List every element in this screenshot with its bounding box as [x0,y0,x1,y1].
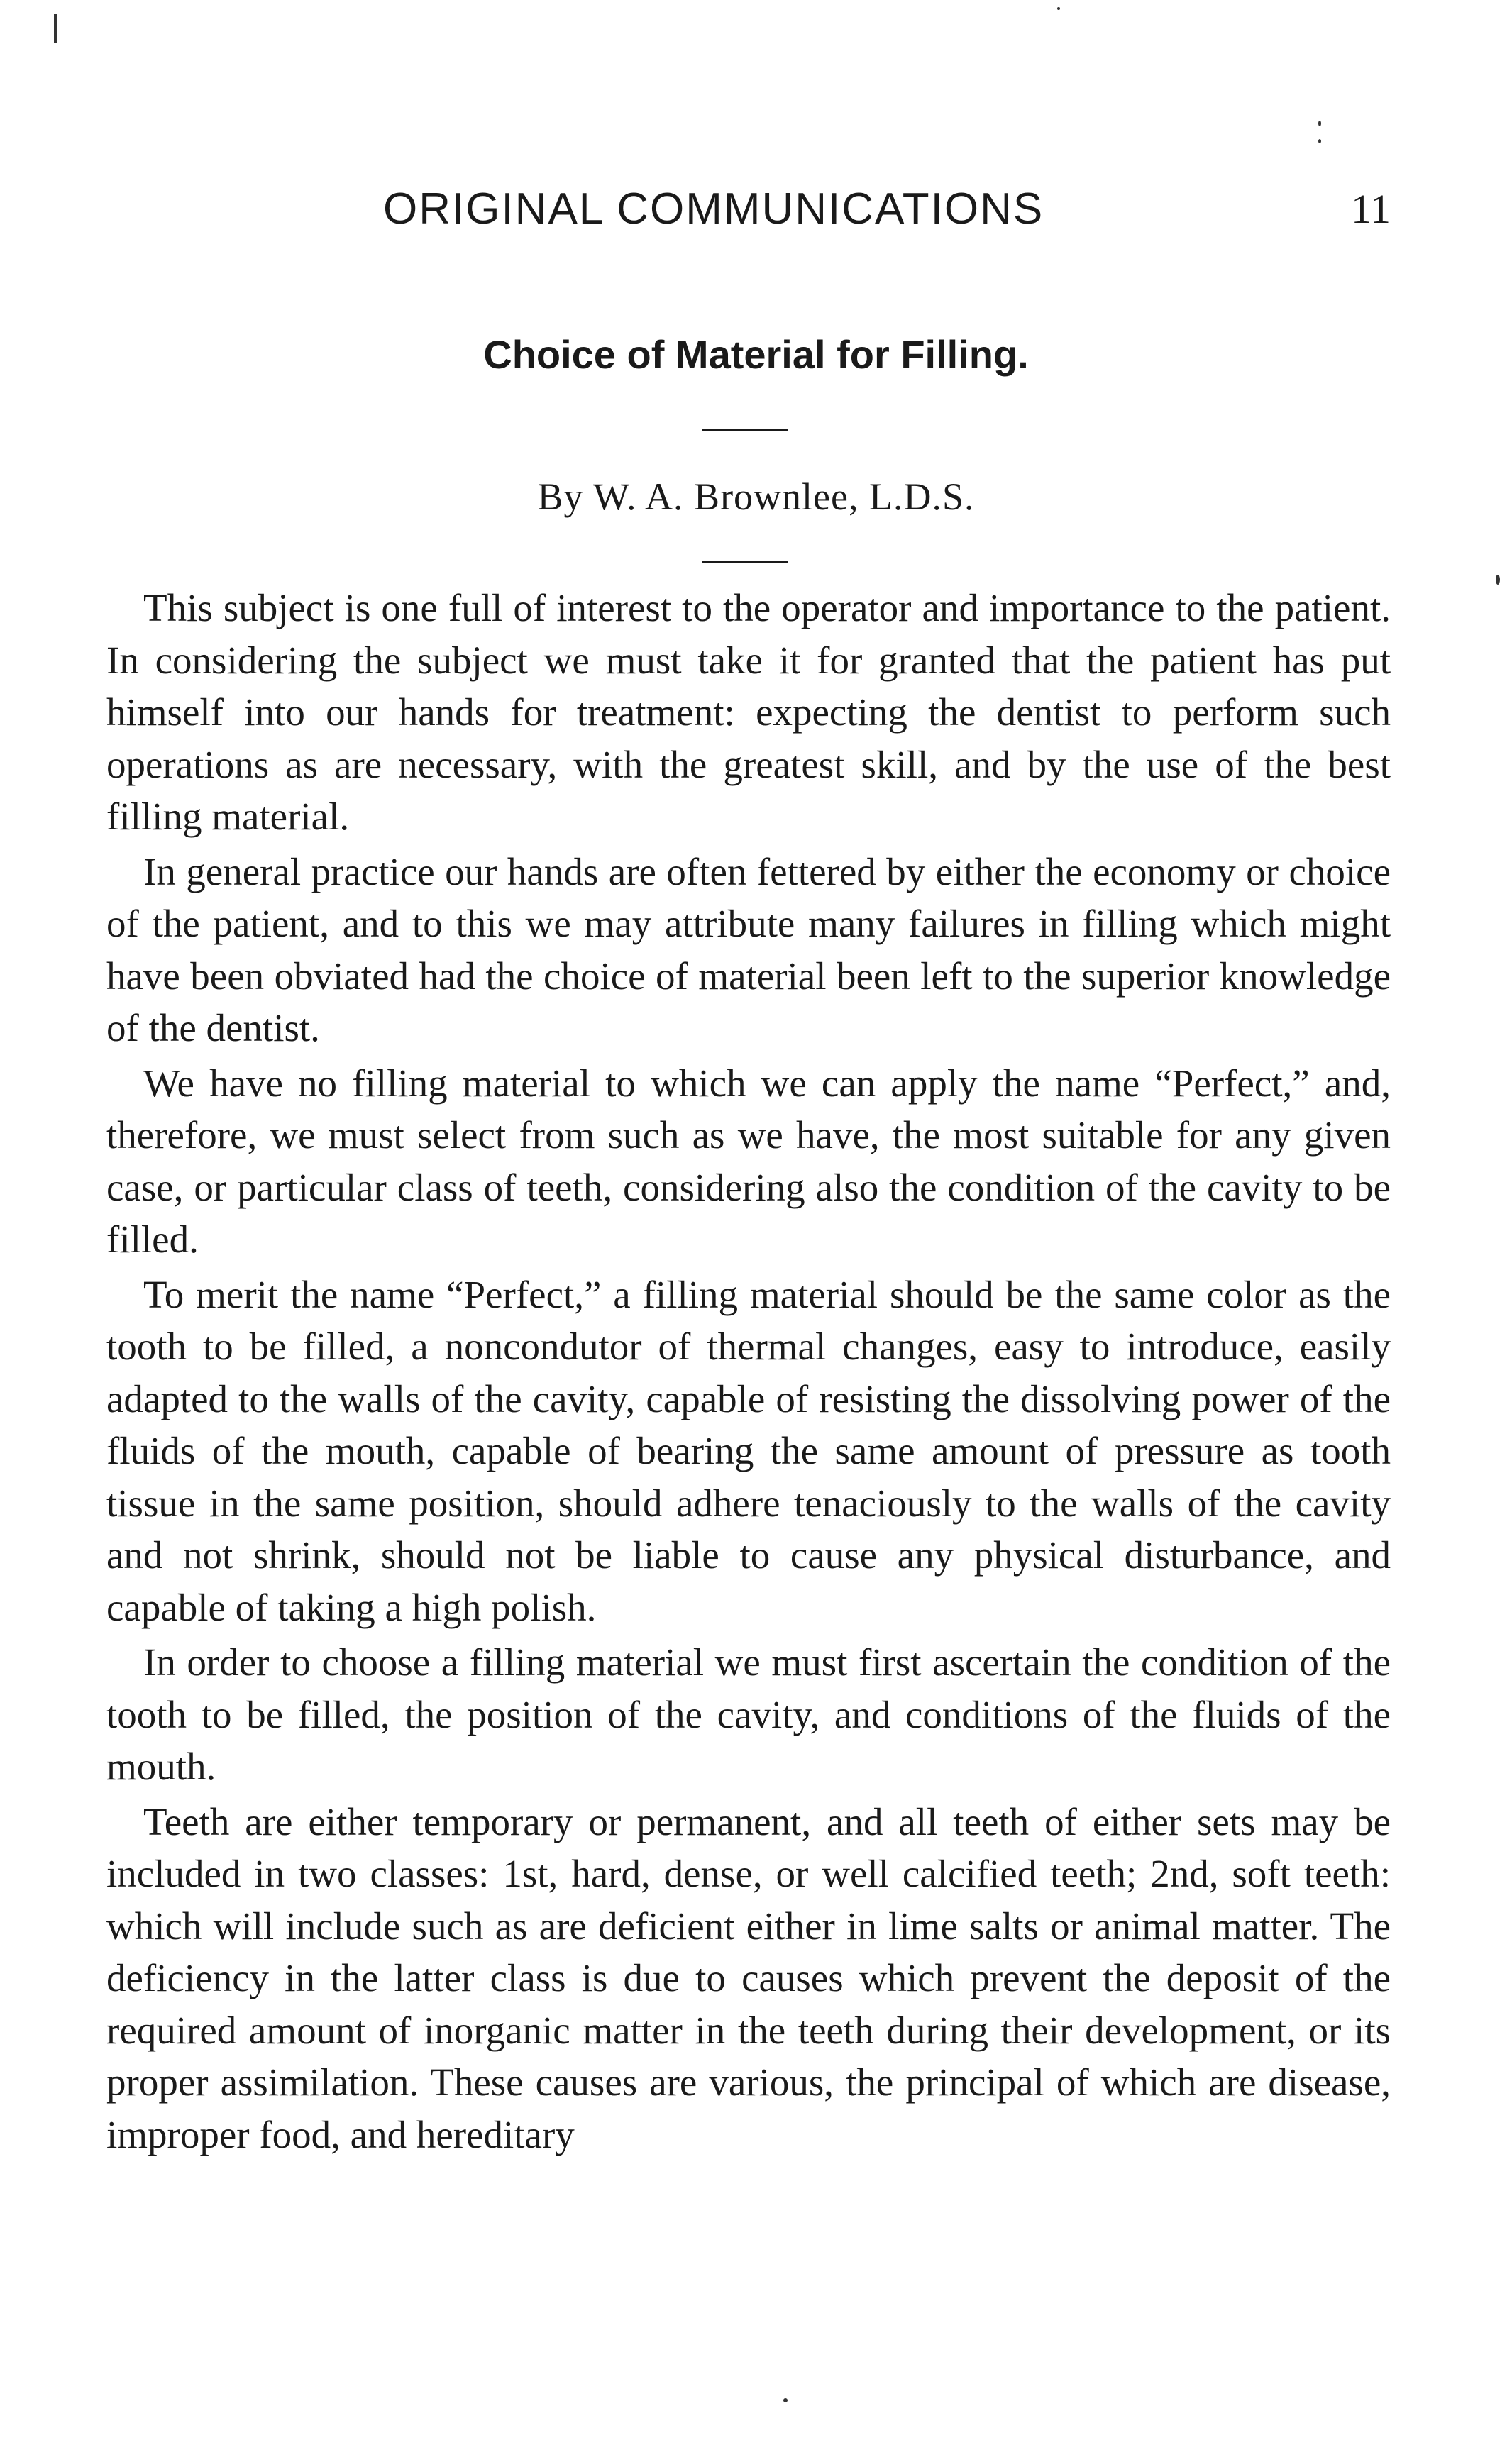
byline: By W. A. Brownlee, L.D.S. [537,475,975,518]
paragraph: In order to choose a filling material we must first ascertain the condition of the tooth to be filled, the position of the cavity, and conditions of the fluids of the mouth. [106,1640,1391,1788]
running-title: ORIGINAL COMMUNICATIONS [383,184,1044,233]
scan-dot-top [1057,7,1060,10]
scan-dot-right-2 [1318,139,1321,143]
running-head [383,181,1391,238]
paragraph: In general practice our hands are often fettered by either the economy or choice of the patient, and to this we may attribute many failures in filling which might have been obviated had the choice of material been left to the superior knowledge of the dentist. [106,849,1391,1049]
article-body [106,582,1391,2163]
paragraph: To merit the name “Perfect,” a filling material should be the same color as the tooth to be filled, a noncondutor of thermal changes, easy to introduce, easily adapted to the walls of the cavity, capable of resisting the dissolving power of the fluids of the mouth, capable of bearing the same amount of pressure as tooth tissue in the same position, should adhere tenaciously to the walls of the cavity and not shrink, should not be liable to cause any physical disturbance, and capable of taking a high polish. [106,1272,1391,1629]
scan-dot-margin [1496,575,1500,585]
page-number: 11 [1351,186,1391,232]
article-title: Choice of Material for Filling. [483,332,1029,377]
scan-dot-right-1 [1318,121,1321,126]
paragraph: This subject is one full of interest to the operator and importance to the patient. In considering the subject we must take it for granted that the patient has put himself into our hands for treatment: expecting the dentist to perform such operations as are necessary, with the greatest skill, and by the use of the best filling material. [106,586,1391,838]
paragraph: We have no filling material to which we can apply the name “Perfect,” and, therefore, we must select from such as we have, the most suitable for any given case, or particular class of teeth, considering also the condition of the cavity to be filled. [106,1061,1391,1261]
byline-rule [702,561,788,563]
scan-dot-bottom [783,2398,788,2402]
scan-mark-top-left [54,14,57,43]
title-rule [702,429,788,431]
paragraph: Teeth are either temporary or permanent, and all teeth of either sets may be included in two classes: 1st, hard, dense, or well calcified teeth; 2nd, soft teeth: which will include such as are deficient either in lime salts or animal matter. The deficiency in the latter class is due to causes which prevent the deposit of the required amount of inorganic matter in the teeth during their development, or its proper assimilation. These causes are various, the principal of which are disease, improper food, and hereditary [106,1799,1391,2156]
